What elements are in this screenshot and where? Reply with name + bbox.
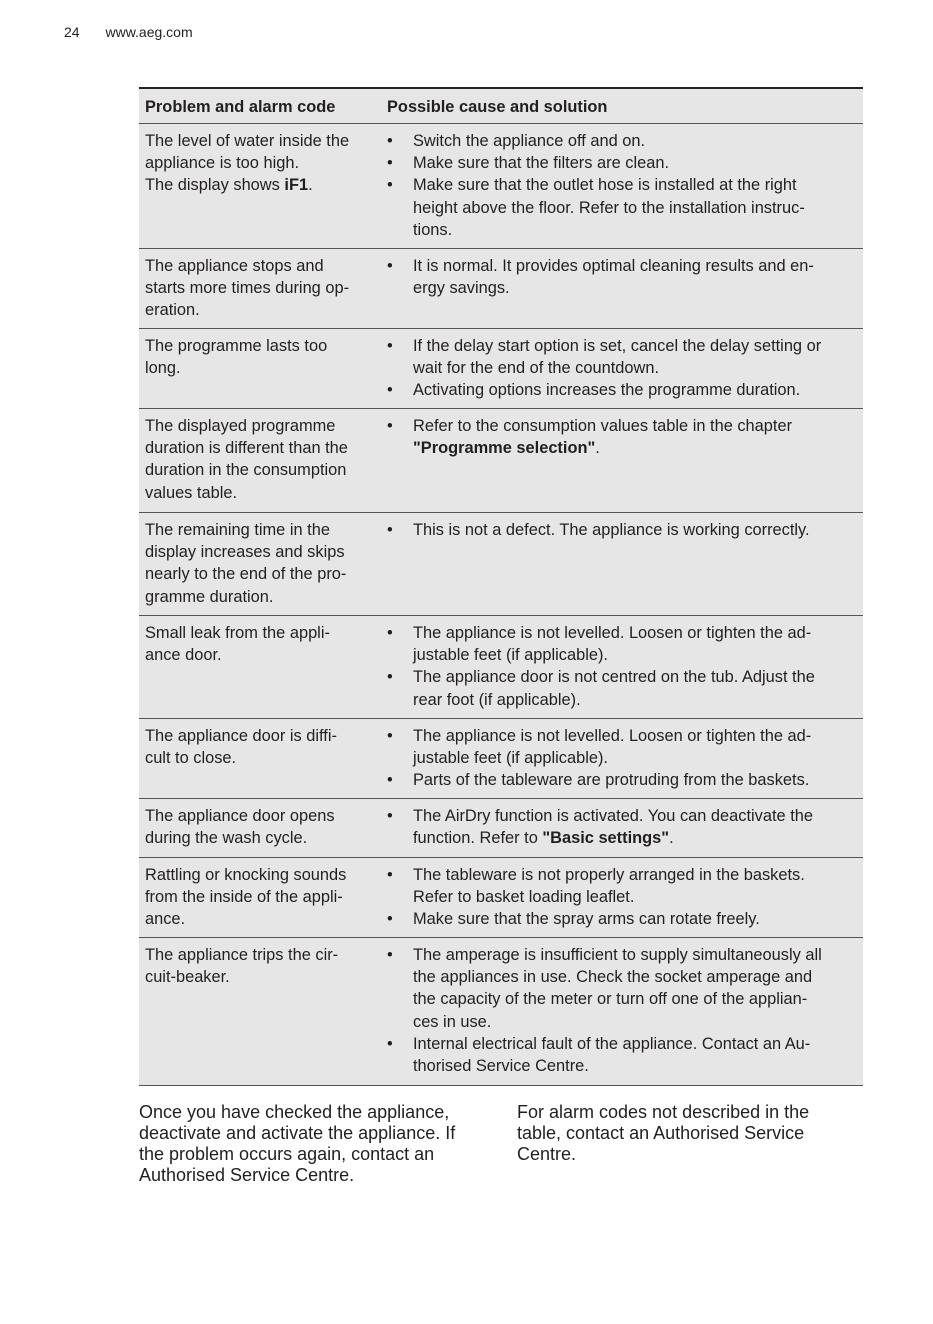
- solution-line: Parts of the tableware are protruding from the baskets.: [413, 771, 810, 790]
- problem-line: The appliance door is diffi-: [145, 727, 337, 745]
- bullet-dot: •: [387, 521, 393, 539]
- solution-bullet: [387, 769, 857, 791]
- problem-line: duration in the consumption: [145, 461, 347, 480]
- solution-text: [413, 1033, 857, 1077]
- problem-cell: [139, 616, 377, 718]
- problem-line: appliance is too high.: [145, 154, 299, 173]
- problem-line: nearly to the end of the pro-: [145, 565, 347, 584]
- footer-line: the problem occurs again, contact an: [139, 1144, 435, 1164]
- alarm-code: iF1: [284, 176, 309, 195]
- table-row: [139, 249, 863, 329]
- footer-line: Once you have checked the appliance,: [139, 1102, 450, 1122]
- table-header-row: [139, 87, 863, 124]
- solution-bullet: [387, 908, 857, 930]
- solution-reference-line: [413, 827, 857, 849]
- solution-bullet: [387, 666, 857, 710]
- solution-bullet: [387, 415, 857, 459]
- solution-line: justable feet (if applicable).: [413, 749, 608, 768]
- bullet-dot: •: [387, 381, 393, 400]
- solution-text: [413, 908, 857, 930]
- problem-line: eration.: [145, 301, 200, 320]
- solution-cell: [377, 329, 863, 408]
- bullet-dot: •: [387, 417, 393, 435]
- problem-line: The remaining time in the: [145, 521, 330, 539]
- solution-bullet: [387, 255, 857, 299]
- problem-line: display increases and skips: [145, 543, 345, 562]
- solution-text: [413, 666, 857, 710]
- problem-line: The displayed programme: [145, 417, 336, 435]
- bullet-dot: •: [387, 337, 393, 355]
- solution-cell: [377, 513, 863, 615]
- problem-line: ance.: [145, 910, 186, 929]
- problem-line: duration is different than the: [145, 439, 348, 458]
- table-row: [139, 858, 863, 938]
- solution-line: The amperage is insufficient to supply simultaneously all: [413, 946, 822, 964]
- bullet-dot: •: [387, 132, 393, 150]
- solution-text: [413, 335, 857, 379]
- solution-text: [413, 864, 857, 908]
- table-row: [139, 799, 863, 858]
- solution-bullet: [387, 152, 857, 174]
- column-header-solution: Possible cause and solution: [387, 98, 608, 116]
- problem-line: long.: [145, 359, 181, 378]
- problem-cell: [139, 799, 377, 857]
- bullet-dot: •: [387, 1034, 393, 1053]
- solution-line: It is normal. It provides optimal cleaning results and en-: [413, 257, 814, 275]
- problem-cell: [139, 513, 377, 615]
- solution-text: [413, 415, 857, 459]
- solution-text: [413, 944, 857, 1033]
- solution-cell: [377, 124, 863, 248]
- solution-cell: [377, 938, 863, 1085]
- bullet-dot: •: [387, 866, 393, 884]
- table-row: [139, 124, 863, 249]
- problem-display-line: [145, 174, 373, 196]
- problem-line: The appliance trips the cir-: [145, 946, 339, 964]
- footer-line: Centre.: [517, 1144, 577, 1164]
- solution-text: [413, 174, 857, 241]
- solution-line: thorised Service Centre.: [413, 1057, 589, 1076]
- bullet-dot: •: [387, 946, 393, 964]
- solution-line: Refer to the consumption values table in the chapter: [413, 417, 793, 435]
- solution-line: Make sure that the outlet hose is installed at the right: [413, 176, 797, 195]
- punctuation: .: [669, 829, 674, 848]
- table-row: [139, 409, 863, 513]
- footer-line: deactivate and activate the appliance. If: [139, 1123, 456, 1143]
- solution-line: The tableware is not properly arranged in the baskets.: [413, 866, 805, 884]
- bullet-dot: •: [387, 257, 393, 275]
- solution-line: height above the floor. Refer to the installation instruc-: [413, 198, 805, 217]
- problem-line: during the wash cycle.: [145, 829, 308, 848]
- solution-line: If the delay start option is set, cancel the delay setting or: [413, 337, 822, 355]
- solution-cell: [377, 799, 863, 857]
- solution-line: the appliances in use. Check the socket amperage and: [413, 968, 813, 987]
- column-header-problem: Problem and alarm code: [145, 98, 336, 116]
- solution-text: [413, 519, 857, 541]
- solution-text: [413, 130, 857, 152]
- solution-bullet: [387, 174, 857, 241]
- bullet-dot: •: [387, 771, 393, 790]
- solution-bullet: [387, 130, 857, 152]
- bullet-dot: •: [387, 910, 393, 929]
- page-header: [64, 24, 193, 40]
- table-row: [139, 616, 863, 719]
- solution-bullet: [387, 1033, 857, 1077]
- problem-line: The programme lasts too: [145, 337, 328, 355]
- solution-bullet: [387, 805, 857, 849]
- solution-text: [413, 379, 857, 401]
- problem-line: cuit-beaker.: [145, 968, 230, 987]
- footer-line: table, contact an Authorised Service: [517, 1123, 805, 1143]
- solution-line: Refer to basket loading leaflet.: [413, 888, 635, 907]
- problem-cell: [139, 858, 377, 937]
- table-row: [139, 329, 863, 409]
- solution-line: Make sure that the spray arms can rotate freely.: [413, 910, 760, 929]
- solution-text: [413, 622, 857, 666]
- solution-text: [413, 805, 857, 849]
- bullet-dot: •: [387, 807, 393, 825]
- problem-line: Small leak from the appli-: [145, 624, 330, 642]
- page-number: 24: [64, 24, 80, 40]
- solution-line: This is not a defect. The appliance is working correctly.: [413, 521, 810, 539]
- problem-line: The level of water inside the: [145, 132, 350, 150]
- solution-line: tions.: [413, 220, 453, 239]
- problem-cell: [139, 409, 377, 512]
- solution-line: Internal electrical fault of the appliance. Contact an Au-: [413, 1034, 811, 1053]
- solution-line: The appliance is not levelled. Loosen or tighten the ad-: [413, 727, 812, 745]
- solution-cell: [377, 249, 863, 328]
- problem-text: The display shows: [145, 176, 285, 195]
- problem-cell: [139, 249, 377, 328]
- table-row: [139, 513, 863, 616]
- punctuation: .: [308, 176, 313, 195]
- solution-cell: [377, 858, 863, 937]
- problem-line: gramme duration.: [145, 587, 274, 606]
- problem-line: Rattling or knocking sounds: [145, 866, 347, 884]
- punctuation: .: [595, 439, 600, 458]
- bullet-dot: •: [387, 624, 393, 642]
- solution-line: The appliance is not levelled. Loosen or tighten the ad-: [413, 624, 812, 642]
- footer-note-right: [517, 1102, 847, 1165]
- footer-line: For alarm codes not described in the: [517, 1102, 810, 1122]
- table-body: [139, 124, 863, 1086]
- solution-line: The appliance door is not centred on the tub. Adjust the: [413, 668, 815, 687]
- problem-cell: [139, 938, 377, 1085]
- solution-line: rear foot (if applicable).: [413, 690, 581, 709]
- solution-cell: [377, 409, 863, 512]
- problem-line: from the inside of the appli-: [145, 888, 343, 907]
- chapter-reference: "Basic settings": [542, 829, 670, 848]
- solution-text-span: function. Refer to: [413, 829, 543, 848]
- chapter-reference: "Programme selection": [413, 439, 596, 458]
- solution-cell: [377, 616, 863, 718]
- site-url: www.aeg.com: [105, 24, 193, 40]
- bullet-dot: •: [387, 727, 393, 745]
- problem-line: starts more times during op-: [145, 279, 350, 298]
- solution-cell: [377, 719, 863, 798]
- solution-text: [413, 255, 857, 299]
- solution-bullet: [387, 379, 857, 401]
- solution-bullet: [387, 944, 857, 1033]
- footer-note-left: [139, 1102, 484, 1186]
- solution-bullet: [387, 519, 857, 541]
- solution-line: The AirDry function is activated. You can deactivate the: [413, 807, 813, 825]
- solution-text: [413, 725, 857, 769]
- bullet-dot: •: [387, 176, 393, 195]
- problem-cell: [139, 719, 377, 798]
- solution-reference-line: [413, 437, 857, 459]
- solution-line: Activating options increases the programme duration.: [413, 381, 801, 400]
- problem-line: ance door.: [145, 646, 222, 665]
- solution-bullet: [387, 622, 857, 666]
- solution-line: the capacity of the meter or turn off one of the applian-: [413, 990, 808, 1009]
- problem-line: The appliance door opens: [145, 807, 335, 825]
- solution-text: [413, 152, 857, 174]
- solution-line: ces in use.: [413, 1012, 492, 1031]
- solution-line: Switch the appliance off and on.: [413, 132, 646, 150]
- solution-line: justable feet (if applicable).: [413, 646, 608, 665]
- solution-bullet: [387, 725, 857, 769]
- solution-bullet: [387, 864, 857, 908]
- solution-line: Make sure that the filters are clean.: [413, 154, 669, 173]
- table-row: [139, 938, 863, 1086]
- problem-line: values table.: [145, 483, 238, 502]
- solution-line: wait for the end of the countdown.: [413, 359, 660, 378]
- bullet-dot: •: [387, 668, 393, 687]
- problem-cell: [139, 124, 377, 248]
- troubleshooting-table: [139, 87, 863, 1086]
- solution-bullet: [387, 335, 857, 379]
- footer-line: Authorised Service Centre.: [139, 1165, 355, 1185]
- problem-cell: [139, 329, 377, 408]
- bullet-dot: •: [387, 154, 393, 173]
- solution-line: ergy savings.: [413, 279, 510, 298]
- problem-line: cult to close.: [145, 749, 237, 768]
- solution-text: [413, 769, 857, 791]
- problem-line: The appliance stops and: [145, 257, 324, 275]
- table-row: [139, 719, 863, 799]
